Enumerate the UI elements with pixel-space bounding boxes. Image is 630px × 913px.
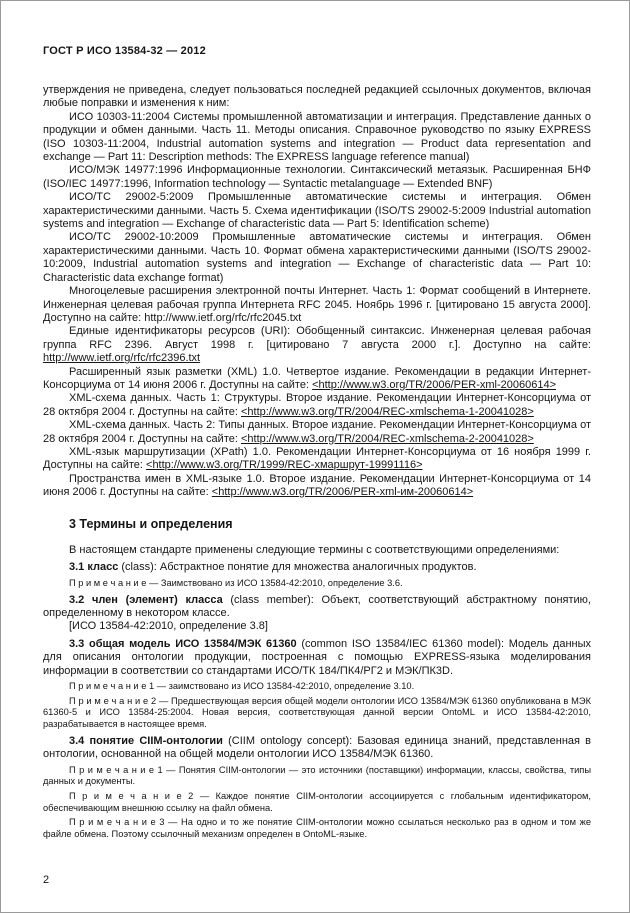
paragraph	[43, 473, 591, 500]
text-segment: П р и м е ч а н и е 1 — Понятия CIIM-онтологии — это источники (поставщики) информации, классы, свойства, типы данных и документы.	[43, 764, 591, 787]
paragraph	[43, 285, 591, 325]
text-segment: XML-схема данных. Часть 1: Структуры. Второе издание. Рекомендации Интернет-Консорциума от 28 октября 2004 г. Доступны на сайте:	[43, 392, 591, 418]
paragraph	[43, 325, 591, 365]
hyperlink[interactable]: http://www.ietf.org/rfc/rfc2396.txt	[43, 352, 201, 365]
text-segment: ИСО/МЭК 14977:1996 Информационные технологии. Синтаксический метаязык. Расширенная БНФ (ISO/IEC 14977:1996, Information technology — Syntactic metalanguage — Extended BNF)	[43, 164, 591, 190]
section-heading	[69, 518, 591, 531]
text-segment: XML-язык маршрутизации (XPath) 1.0. Рекомендации Интернет-Консорциума от 16 ноября 1999 г. Доступны на сайте:	[43, 445, 591, 472]
text-segment: Пространства имен в XML-языке 1.0. Второе издание. Рекомендации Интернет-Консорциума от 14 июня 2006 г. Доступны на сайте:	[43, 472, 591, 499]
paragraph	[43, 544, 591, 557]
hyperlink[interactable]: <http://www.w3.org/TR/1999/REC-хмаршрут-19991116>	[146, 459, 423, 472]
text-segment: [ИСО 13584-42:2010, определение 3.8]	[69, 620, 268, 633]
note-paragraph	[43, 765, 591, 788]
text-segment: В настоящем стандарте применены следующие термины с соответствующими определениями:	[69, 544, 560, 556]
hyperlink[interactable]: <http://www.w3.org/TR/2006/PER-xml-20060614>	[312, 378, 557, 391]
paragraph	[43, 111, 591, 165]
text-segment: 3.1 класс	[69, 561, 119, 574]
paragraph	[43, 231, 591, 285]
text-segment: Единые идентификаторы ресурсов (URI): Обобщенный синтаксис. Инженерная целевая рабочая группа RFC 2396. Август 1998 г. [цитировано 7 августа 2000 г.]. Доступно на сайте:	[43, 325, 591, 351]
text-segment: П р и м е ч а н и е 3 — На одно и то же понятие CIIM-онтологии можно ссылаться несколько раз в одном и том же файле обмена. Поэтому ссылочный механизм определен в OntoML-языке.	[43, 817, 591, 840]
text-segment: 3 Термины и определения	[69, 516, 233, 531]
document-body	[43, 84, 591, 841]
paragraph	[43, 84, 591, 111]
text-segment: 3.4 понятие CIIM-онтологии	[69, 734, 223, 747]
text-segment: П р и м е ч а н и е 1 — заимствовано из ИСО 13584-42:2010, определение 3.10.	[69, 680, 415, 691]
paragraph	[43, 419, 591, 446]
paragraph	[43, 366, 591, 393]
text-segment: (common ISO 13584/IEC 61360 model): Модель данных для описания онтологии продукции, построенная с помощью EXPRESS-языка моделирования информации в соответствии со стандартами ИСО/ТК 184/ПК4/РГ2 и МЭК/ПК3D.	[43, 637, 591, 677]
term-definition	[43, 638, 591, 678]
text-segment: ИСО 10303-11:2004 Системы промышленной автоматизации и интеграция. Представление данных о продукции и обмен данными. Часть 11. Методы описания. Справочное руководство по языку EXPRESS (ISO 10303-11:2004, Industrial automation systems and integration — Product data representation and exchange — Part 11: Description methods: The EXPRESS language reference manual)	[43, 110, 591, 164]
text-segment: ИСО/ТС 29002-5:2009 Промышленные автоматические системы и интеграция. Обмен характеристическими данными. Часть 5. Схема идентификации (ISO/TS 29002-5:2009 Industrial automation systems and integration — Exchange of characteristic data — Part 5: Identification scheme)	[43, 191, 591, 231]
text-segment: утверждения не приведена, следует пользоваться последней редакцией ссылочных документов, включая любые поправки и изменения к ним:	[43, 84, 591, 110]
hyperlink[interactable]: <http://www.w3.org/TR/2004/REC-xmlschema-2-20041028>	[240, 432, 534, 445]
note-paragraph	[43, 578, 591, 590]
text-segment: П р и м е ч а н и е 2 — Каждое понятие CIIM-онтологии ассоциируется с глобальным идентификатором, обеспечивающим внешнюю ссылку на файл обмена.	[43, 790, 591, 813]
paragraph	[43, 446, 591, 473]
note-paragraph	[43, 696, 591, 731]
paragraph	[43, 392, 591, 419]
text-segment: 3.2 член (элемент) класса	[69, 593, 223, 606]
text-segment: ИСО/ТС 29002-10:2009 Промышленные автоматические системы и интеграция. Обмен характеристическими данными. Часть 10. Формат обмена характеристическими данными (ISO/TS 29002-10:2009, Industrial automation systems and integration — Exchange of characteristic data — Part 10: Characteristic data exchange format)	[43, 231, 591, 284]
term-definition	[43, 561, 591, 574]
text-segment: XML-схема данных. Часть 2: Типы данных. Второе издание. Рекомендации Интернет-Консорциума от 28 октября 2004 г. Доступны на сайте:	[43, 419, 591, 445]
hyperlink[interactable]: <http://www.w3.org/TR/2006/PER-xml-им-20060614>	[211, 486, 474, 499]
hyperlink[interactable]: <http://www.w3.org/TR/2004/REC-xmlschema-1-20041028>	[240, 405, 534, 418]
document-header-title: ГОСТ Р ИСО 13584-32 — 2012	[43, 45, 206, 57]
note-paragraph	[43, 791, 591, 814]
paragraph	[43, 620, 591, 633]
text-segment: Многоцелевые расширения электронной почты Интернет. Часть 1: Формат сообщений в Интернете. Инженерная целевая рабочая группа Интернета RFC 2045. Ноябрь 1996 г. [цитировано 15 августа 2000]. Доступно на сайте: http://www.ietf.org/rfc/rfc2045.txt	[43, 285, 591, 324]
page-number: 2	[43, 874, 50, 886]
term-definition	[43, 594, 591, 621]
paragraph	[43, 164, 591, 191]
text-segment: П р и м е ч а н и е 2 — Предшествующая версия общей модели онтологии ИСО 13584/МЭК 61360 опубликована в МЭК 61360-5 и ИСО 13584-25:2004. Новая версия, соответствующая данной версии OntoML и ИСО 13584-42:2010, разрабатывается в настоящее время.	[43, 695, 591, 730]
paragraph	[43, 191, 591, 231]
text-segment: Расширенный язык разметки (XML) 1.0. Четвертое издание. Рекомендации в редакции Интернет-Консорциума от 14 июня 2006 г. Доступны на сайте:	[43, 365, 591, 391]
note-paragraph	[43, 817, 591, 840]
text-segment: П р и м е ч а н и е — Заимствовано из ИСО 13584-42:2010, определение 3.6.	[69, 577, 403, 588]
text-segment: (class member): Объект, соответствующий абстрактному понятию, определенному в некотором классе.	[43, 593, 591, 619]
note-paragraph	[43, 681, 591, 693]
text-segment: (CIIM ontology concept): Базовая единица знаний, представленная в онтологии, основанной на общей модели онтологии ИСО 13584/МЭК 61360.	[43, 734, 591, 761]
term-definition	[43, 735, 591, 762]
text-segment: 3.3 общая модель ИСО 13584/МЭК 61360	[69, 637, 297, 650]
text-segment: (class): Абстрактное понятие для множества аналогичных продуктов.	[118, 561, 477, 574]
